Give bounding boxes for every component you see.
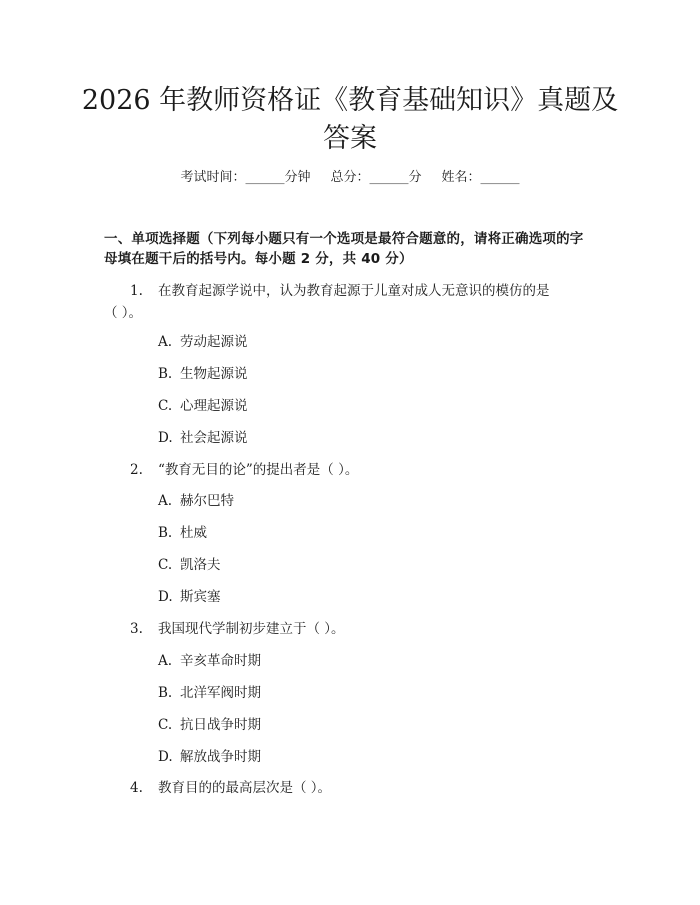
- exam-meta: [0, 168, 700, 188]
- option-3c: [158, 714, 261, 736]
- option-letter: B.: [158, 685, 173, 701]
- section-heading-line-1: 一、单项选择题（下列每小题只有一个选项是最符合题意的，请将正确选项的字: [104, 231, 584, 247]
- option-letter: C.: [158, 717, 173, 733]
- option-letter: D.: [158, 589, 173, 605]
- question-4: [0, 777, 700, 799]
- option-text: 抗日战争时期: [180, 717, 261, 733]
- option-2a: [158, 490, 234, 512]
- question-text: 我国现代学制初步建立于（ ）。: [158, 621, 345, 637]
- exam-time-label: 考试时间：______分钟: [180, 170, 311, 185]
- option-3b: [158, 682, 261, 704]
- option-text: 劳动起源说: [180, 334, 248, 350]
- question-3: [0, 618, 700, 640]
- option-letter: B.: [158, 366, 173, 382]
- option-text: 辛亥革命时期: [180, 653, 261, 669]
- option-letter: C.: [158, 557, 173, 573]
- option-3d: [158, 746, 261, 768]
- question-text: “教育无目的论”的提出者是（ ）。: [158, 462, 359, 478]
- option-1d: [158, 427, 248, 449]
- section-heading-line-2: 母填在题干后的括号内。每小题 2 分，共 40 分）: [104, 251, 413, 267]
- option-letter: A.: [158, 493, 173, 509]
- total-score-label: 总分：______分: [330, 170, 422, 185]
- option-letter: A.: [158, 334, 173, 350]
- option-letter: D.: [158, 749, 173, 765]
- question-number: 4.: [130, 780, 143, 796]
- option-1a: [158, 331, 248, 353]
- option-text: 凯洛夫: [180, 557, 221, 573]
- option-2d: [158, 586, 221, 608]
- question-number: 3.: [130, 621, 143, 637]
- question-1: [0, 280, 700, 324]
- question-text: 教育目的的最高层次是（ ）。: [158, 780, 332, 796]
- question-number: 1.: [130, 283, 143, 299]
- document-title: [60, 82, 640, 158]
- option-2b: [158, 522, 207, 544]
- option-text: 解放战争时期: [180, 749, 261, 765]
- title-line-1: 2026 年教师资格证《教育基础知识》真题及: [81, 85, 619, 116]
- option-letter: B.: [158, 525, 173, 541]
- option-text: 生物起源说: [180, 366, 248, 382]
- section-heading: [104, 229, 602, 269]
- question-text: 在教育起源学说中，认为教育起源于儿童对成人无意识的模仿的是: [158, 283, 550, 299]
- option-letter: D.: [158, 430, 173, 446]
- option-text: 赫尔巴特: [180, 493, 234, 509]
- student-name-label: 姓名：______: [441, 170, 520, 185]
- question-number: 2.: [130, 462, 143, 478]
- option-2c: [158, 554, 221, 576]
- option-text: 北洋军阀时期: [180, 685, 261, 701]
- option-letter: C.: [158, 398, 173, 414]
- option-1b: [158, 363, 248, 385]
- option-text: 斯宾塞: [180, 589, 221, 605]
- option-1c: [158, 395, 248, 417]
- option-3a: [158, 650, 261, 672]
- question-text-continued: （ ）。: [104, 305, 143, 321]
- option-text: 心理起源说: [180, 398, 248, 414]
- option-text: 杜威: [180, 525, 207, 541]
- question-2: [0, 459, 700, 481]
- option-letter: A.: [158, 653, 173, 669]
- title-line-2: 答案: [323, 123, 377, 154]
- option-text: 社会起源说: [180, 430, 248, 446]
